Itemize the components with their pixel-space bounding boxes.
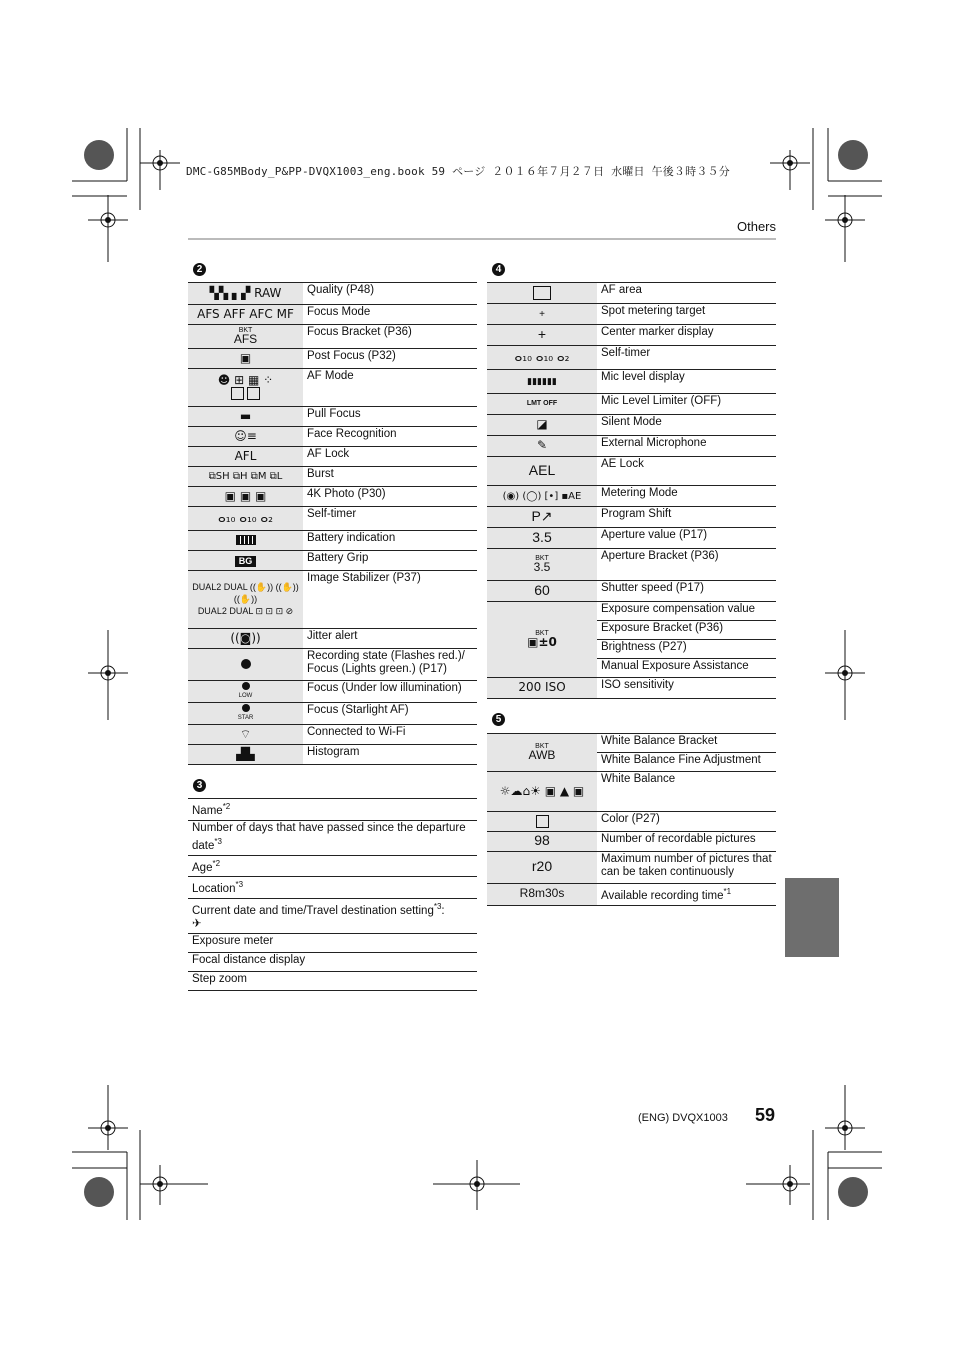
- row-label: Focus (Under low illumination): [303, 681, 477, 703]
- row-label: AF Lock: [303, 447, 477, 467]
- row-label: External Microphone: [597, 436, 776, 457]
- row-label: Color (P27): [597, 812, 776, 832]
- 4k-photo-icon: ▣ ▣ ▣: [224, 488, 267, 503]
- chapter-tab: [785, 878, 839, 957]
- row-label: Battery Grip: [303, 551, 477, 571]
- focus-mode-icon: AFS AFF AFC MF: [197, 306, 294, 321]
- post-focus-icon: ▣: [239, 350, 252, 365]
- af-lock-icon: AFL: [234, 448, 257, 463]
- pull-focus-icon: ▬: [239, 408, 252, 423]
- recording-state-icon: [241, 659, 251, 669]
- mic-level-icon: ▮▮▮▮▮▮: [527, 376, 557, 387]
- document-code: (ENG) DVQX1003: [638, 1112, 728, 1124]
- row-label: Spot metering target: [597, 304, 776, 325]
- row-label: Number of recordable pictures: [597, 832, 776, 852]
- row-label: Face Recognition: [303, 427, 477, 447]
- external-mic-icon: ✎: [536, 438, 548, 452]
- row-label: Manual Exposure Assistance: [597, 659, 776, 678]
- stabilizer-icon: DUAL2 DUAL ((✋)) ((✋)) ((✋)): [192, 582, 299, 604]
- stabilizer-icon-2: DUAL2 DUAL ⊡ ⊡ ⊡ ⊘: [197, 606, 294, 616]
- battery-icon: [236, 535, 256, 545]
- row-label: Post Focus (P32): [303, 349, 477, 369]
- bkt-label: BKT: [535, 743, 549, 750]
- row-label: Self-timer: [597, 346, 776, 370]
- row-label: Center marker display: [597, 325, 776, 346]
- spot-metering-icon: +: [539, 308, 545, 320]
- row-label: Aperture value (P17): [597, 528, 776, 549]
- row-label: White Balance Bracket: [597, 734, 776, 753]
- bkt-label: BKT: [535, 630, 549, 637]
- row-label: White Balance: [597, 772, 776, 812]
- note-ref: *3: [235, 880, 244, 890]
- exposure-icon: ▣±0: [527, 635, 557, 649]
- note-ref: *2: [222, 802, 231, 811]
- row-label: Step zoom: [188, 972, 477, 991]
- row-label: Program Shift: [597, 507, 776, 528]
- row-label: Maximum number of pictures that can be taken continuously: [597, 852, 776, 884]
- af-1area-icon: [231, 387, 244, 400]
- row-label: Age$^{*2}$: [188, 855, 477, 877]
- white-balance-icon: ☼☁⌂☀ ▣ ▲ ▣: [499, 783, 585, 798]
- row-label: Location$^{*3}$: [188, 877, 477, 899]
- row-label: AF area: [597, 283, 776, 304]
- row-label: Focal distance display: [188, 953, 477, 972]
- burst-icon: ⧉SH ⧉H ⧉M ⧉L: [208, 471, 283, 482]
- note-ref: *2: [212, 858, 221, 868]
- row-label: Name$^{*2}$: [188, 799, 477, 821]
- center-marker-icon: +: [537, 325, 547, 342]
- note-ref: *3: [214, 836, 222, 846]
- ae-lock-icon: AEL: [528, 461, 556, 478]
- focus-low-icon: [242, 682, 250, 690]
- row-label: Current date and time/Travel destination setting$^{*3}$: ✈: [188, 899, 477, 934]
- section-2-table: [188, 282, 477, 765]
- colon: :: [441, 905, 445, 918]
- section-4-table: [487, 282, 776, 699]
- low-label: LOW: [238, 693, 253, 699]
- note-ref: *3: [433, 902, 442, 912]
- section-title: Others: [737, 219, 777, 234]
- plane-icon: ✈: [192, 918, 202, 931]
- row-label: Recording state (Flashes red.)/ Focus (Lights green.) (P17): [303, 649, 477, 681]
- jitter-alert-icon: ((◙)): [230, 630, 261, 645]
- bkt-label: BKT: [238, 327, 253, 334]
- af-area-icon: [533, 286, 551, 300]
- row-label: Jitter alert: [303, 629, 477, 649]
- row-label: Focus (Starlight AF): [303, 703, 477, 725]
- row-label: Burst: [303, 467, 477, 487]
- awb-icon: AWB: [528, 748, 556, 762]
- section-4-number: 4: [492, 263, 505, 276]
- shutter-speed-value: 60: [534, 581, 550, 598]
- row-label: Exposure compensation value: [597, 602, 776, 621]
- row-label: Battery indication: [303, 531, 477, 551]
- af-pinpoint-icon: [247, 387, 260, 400]
- row-label: Metering Mode: [597, 486, 776, 507]
- color-icon: [536, 815, 549, 828]
- row-label: Aperture Bracket (P36): [597, 549, 776, 581]
- recording-time-value: R8m30s: [519, 886, 565, 901]
- star-label: STAR: [237, 715, 254, 721]
- row-label: Histogram: [303, 745, 477, 765]
- row-label: Focus Bracket (P36): [303, 325, 477, 349]
- top-rule: [188, 238, 776, 240]
- battery-grip-icon: BG: [235, 556, 257, 567]
- quality-icon: ▚▚ ▖▞ RAW: [209, 285, 282, 300]
- row-label: Quality (P48): [303, 283, 477, 305]
- program-shift-icon: P↗: [531, 507, 553, 524]
- row-label: 4K Photo (P30): [303, 487, 477, 507]
- metering-mode-icon: (◉) (◯) [•] ▪AE: [502, 490, 582, 502]
- note-ref: *1: [723, 887, 732, 896]
- page-number: 59: [755, 1105, 776, 1125]
- self-timer-icon: ⴰ₁₀ ⴰ₁₀ ⴰ₂: [514, 349, 570, 364]
- row-label: Exposure meter: [188, 934, 477, 953]
- focus-star-icon: [242, 704, 250, 712]
- recordable-pictures-value: 98: [534, 832, 550, 848]
- section-3-number: 3: [193, 779, 206, 792]
- face-recognition-icon: ☺≡: [234, 428, 257, 443]
- row-label: Exposure Bracket (P36): [597, 621, 776, 640]
- row-label: Pull Focus: [303, 407, 477, 427]
- silent-mode-icon: ◪: [536, 417, 548, 431]
- section-5-table: [487, 733, 776, 906]
- row-label: Image Stabilizer (P37): [303, 571, 477, 629]
- row-label: Silent Mode: [597, 415, 776, 436]
- section-2-number: 2: [193, 263, 206, 276]
- row-label: AE Lock: [597, 457, 776, 486]
- section-5-number: 5: [492, 713, 505, 726]
- row-label: ISO sensitivity: [597, 678, 776, 699]
- row-label: Focus Mode: [303, 305, 477, 325]
- aperture-bracket-icon: 3.5: [533, 560, 551, 574]
- row-label: Mic level display: [597, 370, 776, 394]
- book-header-line: DMC-G85MBody_P&PP-DVQX1003_eng.book 59 ページ ２０１６年７月２７日 水曜日 午後３時３５分: [186, 165, 730, 178]
- row-label: Shutter speed (P17): [597, 581, 776, 602]
- af-mode-icon: ☻ ⊞ ▦ ⁘: [217, 372, 274, 387]
- row-label: Number of days that have passed since the departure date$^{*3}$: [188, 820, 477, 855]
- mic-limiter-icon: LMT OFF: [526, 399, 558, 407]
- iso-icon: 200 ISO: [518, 680, 566, 694]
- histogram-icon: ▟▙: [236, 746, 255, 761]
- section-3-table: [188, 798, 477, 991]
- bkt-label: BKT: [535, 555, 549, 562]
- aperture-value: 3.5: [532, 528, 552, 545]
- row-label: Self-timer: [303, 507, 477, 531]
- row-label: White Balance Fine Adjustment: [597, 753, 776, 772]
- row-label: Mic Level Limiter (OFF): [597, 394, 776, 415]
- row-label: Brightness (P27): [597, 640, 776, 659]
- wifi-icon: ⌔: [239, 726, 252, 741]
- self-timer-icon: ⴰ₁₀ ⴰ₁₀ ⴰ₂: [218, 510, 273, 525]
- row-label: AF Mode: [303, 369, 477, 407]
- row-label: Available recording time$^{*1}$: [597, 884, 776, 906]
- max-pictures-value: r20: [531, 858, 553, 874]
- row-label: Connected to Wi-Fi: [303, 725, 477, 745]
- focus-bracket-icon: AFS: [233, 332, 258, 346]
